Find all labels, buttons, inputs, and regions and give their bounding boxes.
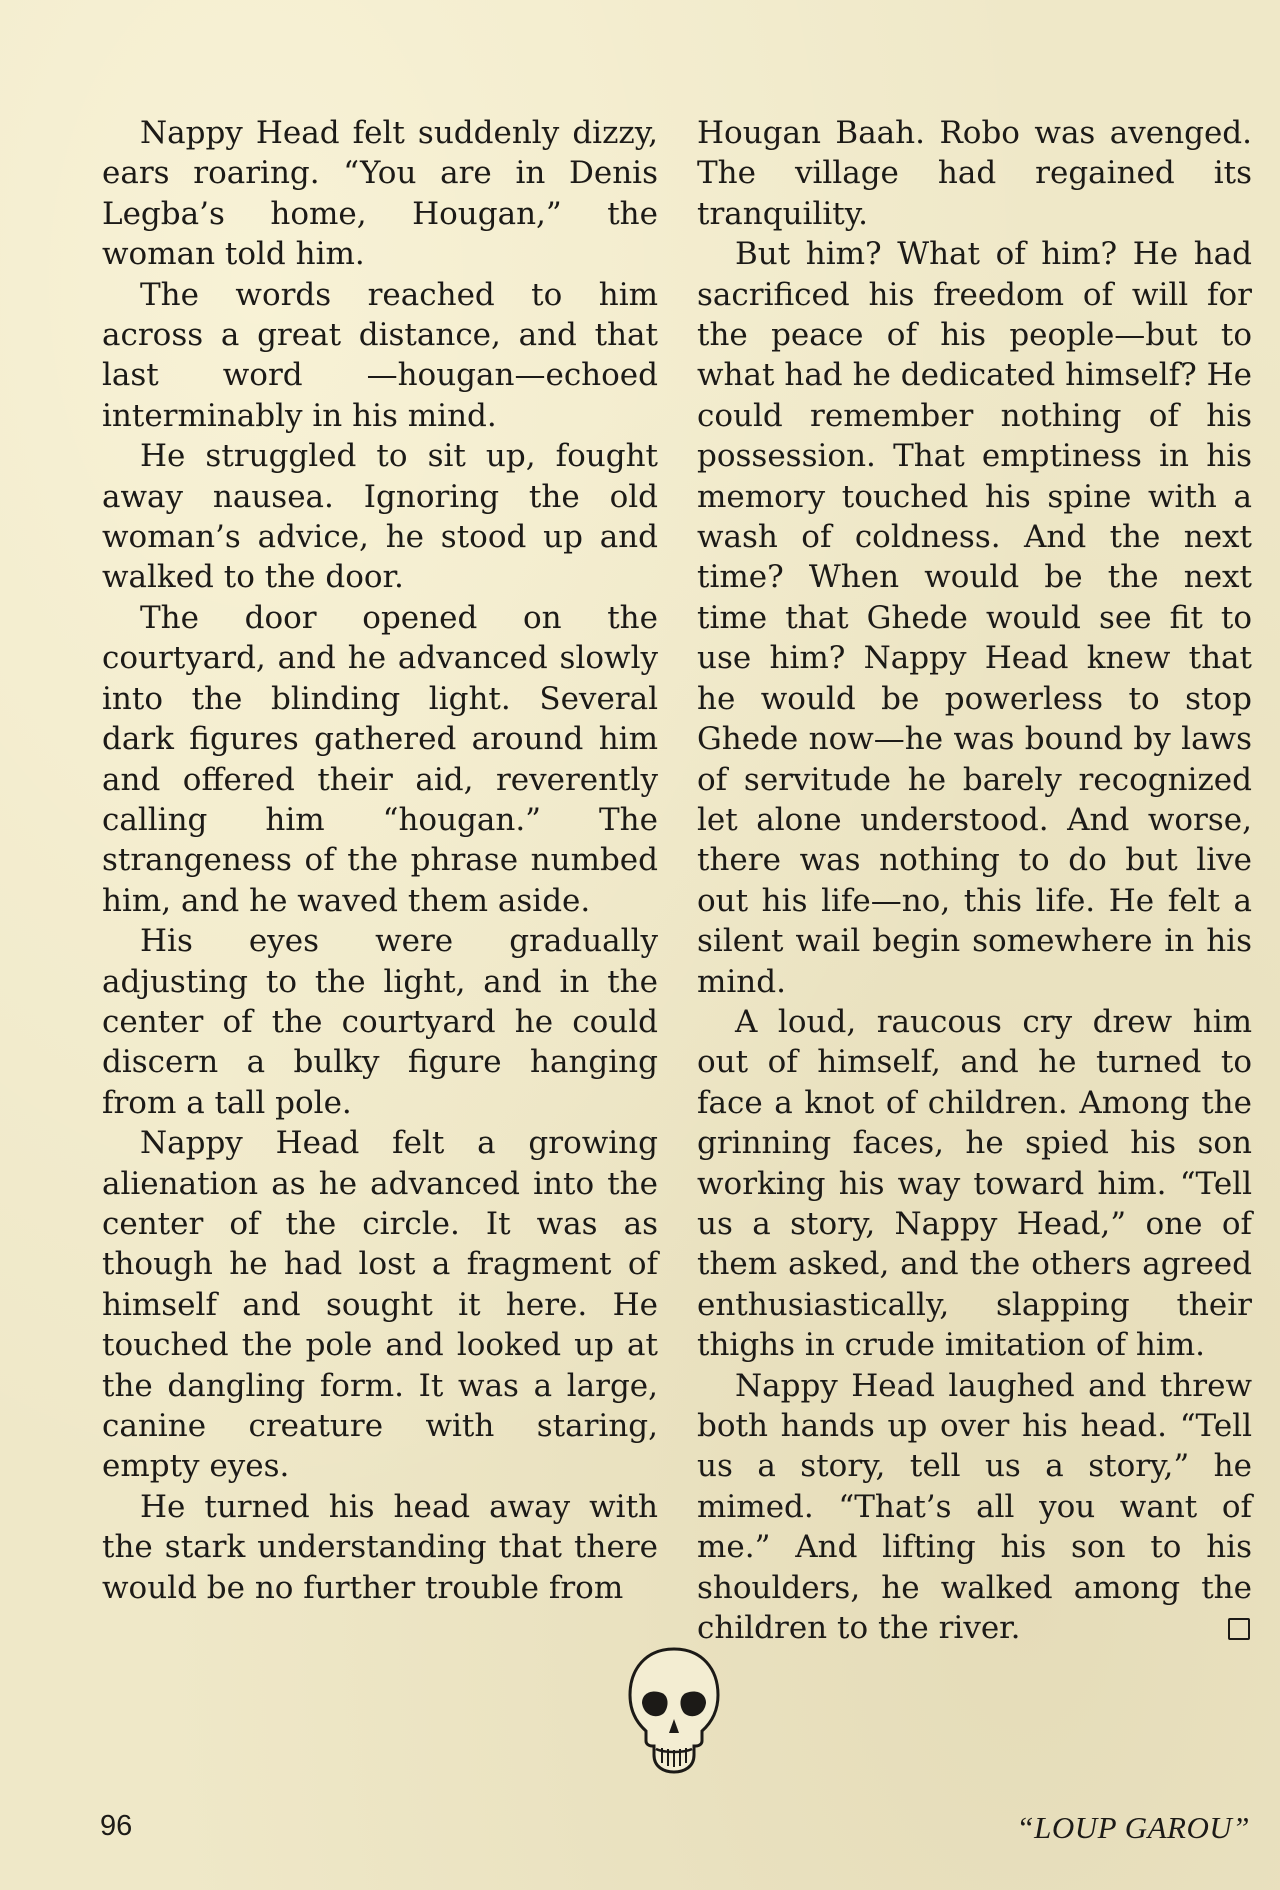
page-number: 96	[100, 1810, 133, 1842]
skull-icon	[624, 1645, 724, 1775]
paragraph: The words reached to him across a great distance, and that last word —hougan—echoed interminably in his mind.	[102, 276, 658, 434]
final-paragraph-text: Nappy Head laughed and threw both hands up over his head. “Tell us a story, tell us a story,” he mimed. “That’s all you want of me.” And lifting his son to his shoulders, he walked among the children to the river.	[697, 1367, 1252, 1647]
paragraph-continuation: Hougan Baah. Robo was avenged. The village had regained its tranquility.	[697, 115, 1252, 232]
right-column	[697, 113, 1252, 1648]
running-title: “LOUP GAROU”	[1016, 1810, 1250, 1845]
final-paragraph	[697, 1366, 1252, 1649]
paragraph: The door opened on the courtyard, and he advanced slowly into the blinding light. Several dark figures gathered around him and offered their aid, reverently calling him “hougan.” The strangeness of the phrase numbed him, and he waved them aside.	[102, 599, 658, 919]
paragraph: Nappy Head felt a growing alienation as he advanced into the center of the circle. It was as though he had lost a fragment of himself and sought it here. He touched the pole and looked up at the dangling form. It was a large, canine creature with staring, empty eyes.	[102, 1125, 658, 1485]
paragraph: He struggled to sit up, fought away nausea. Ignoring the old woman’s advice, he stood up and walked to the door.	[102, 438, 658, 596]
paragraph: His eyes were gradually adjusting to the light, and in the center of the courtyard he could discern a bulky figure hanging from a tall pole.	[102, 923, 658, 1121]
paragraph: A loud, raucous cry drew him out of himself, and he turned to face a knot of children. Among the grinning faces, he spied his son working his way toward him. “Tell us a story, Nappy Head,” one of them asked, and the others agreed enthusiastically, slapping their thighs in crude imitation of him.	[697, 1003, 1252, 1364]
hollow-square-icon	[1228, 1618, 1250, 1640]
paragraph: He turned his head away with the stark understanding that there would be no further trouble from	[102, 1488, 658, 1606]
paragraph: Nappy Head felt suddenly dizzy, ears roaring. “You are in Denis Legba’s home, Hougan,” the woman told him.	[102, 115, 658, 273]
paragraph: But him? What of him? He had sacrificed his freedom of will for the peace of his people—but to what had he dedicated himself? He could remember nothing of his possession. That emptiness in his memory touched his spine with a wash of coldness. And the next time? When would be the next time that Ghede would see fit to use him? Nappy Head knew that he would be powerless to stop Ghede now—he was bound by laws of servitude he barely recognized let alone understood. And worse, there was nothing to do but live out his life—no, this life. He felt a silent wail begin somewhere in his mind.	[697, 236, 1252, 1000]
left-column	[102, 113, 658, 1608]
